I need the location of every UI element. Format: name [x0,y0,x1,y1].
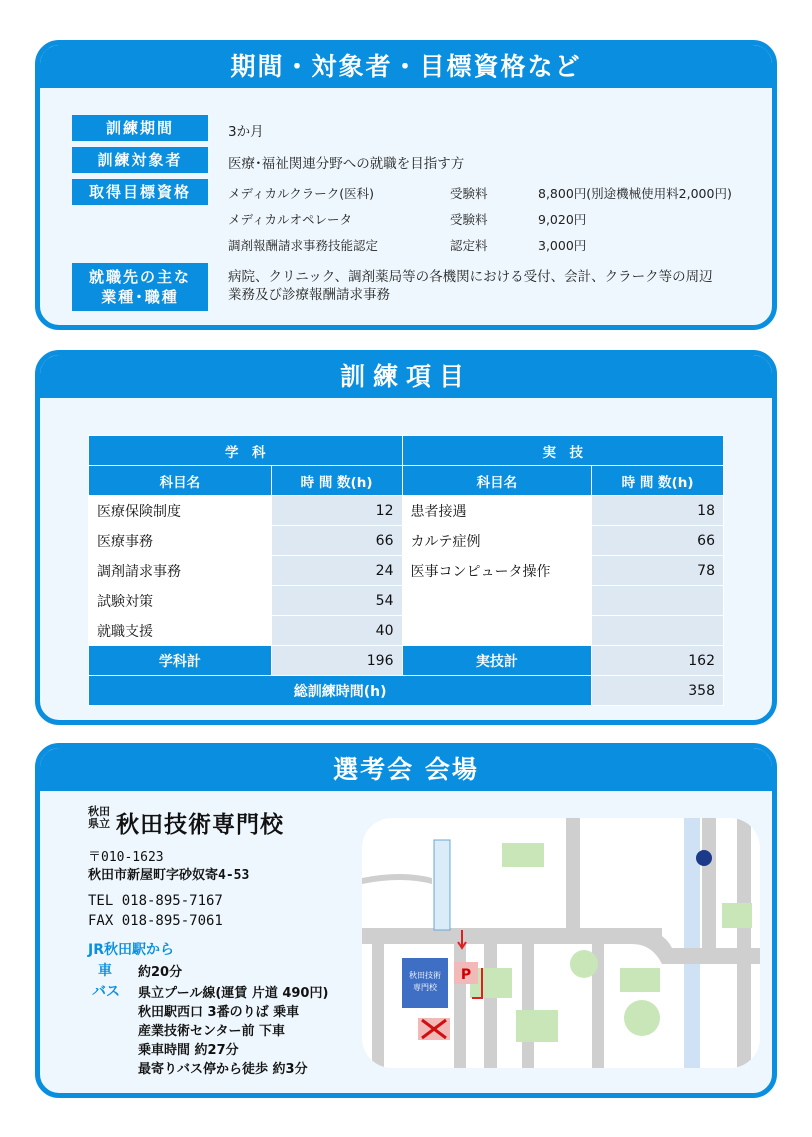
qual-fee-type: 認定料 [450,238,488,253]
qual-fee-type: 受験料 [450,186,488,201]
fax: FAX 018-895-7061 [88,913,223,929]
gakka-hours: 66 [271,526,402,556]
jitsugi-hours [592,586,724,616]
gakka-subject: 医療事務 [89,526,272,556]
address: 秋田市新屋町字砂奴寄4-53 [88,868,250,883]
access-map-svg [362,818,760,1068]
school-prefix-1: 秋田 [88,805,110,818]
qual-fee: 3,000円 [538,238,587,253]
col-subject: 科目名 [89,466,272,496]
car-value: 約20分 [138,965,183,980]
bus-line: 産業技術センター前 下車 [138,1024,286,1039]
gakka-hours: 24 [271,556,402,586]
job-value-line1: 病院、クリニック、調剤薬局等の各機関における受付、会計、クラーク等の周辺 [228,269,713,285]
zip-code: 〒010-1623 [88,850,164,865]
gakka-subject: 試験対策 [89,586,272,616]
table-row [89,496,724,526]
period-panel [35,40,777,330]
jitsugi-total: 162 [592,646,724,676]
jitsugi-hours: 18 [592,496,724,526]
car-key: 車 [98,963,112,979]
grand-total-row [89,676,724,706]
table-row [89,526,724,556]
school-name: 秋田技術専門校 [116,812,284,838]
job-label-line1: 就職先の主な [88,268,191,286]
jitsugi-total-label: 実技計 [402,646,592,676]
gakka-hours: 40 [271,616,402,646]
period-value: 3か月 [228,124,264,140]
bus-line: 県立プール線(運賃 片道 490円) [138,986,329,1001]
parking-label: P [460,967,472,983]
jitsugi-subject: 医事コンピュータ操作 [402,556,592,586]
qual-name: メディカルクラーク(医科) [228,186,375,201]
bus-line: 秋田駅西口 3番のりば 乗車 [138,1005,300,1020]
qual-fee: 9,020円 [538,212,587,227]
training-table [88,435,724,706]
grand-total: 358 [592,676,724,706]
period-panel-title: 期間・対象者・目標資格など [40,45,772,88]
gakka-hours: 54 [271,586,402,616]
venue-panel [35,743,777,1098]
gakka-total: 196 [271,646,402,676]
gakka-subject: 調剤請求事務 [89,556,272,586]
jitsugi-subject: カルテ症例 [402,526,592,556]
map-school-label: 専門校 [413,983,437,992]
qual-fee-type: 受験料 [450,212,488,227]
jitsugi-header: 実 技 [402,436,724,466]
training-panel [35,350,777,725]
access-map [362,818,760,1068]
jitsugi-hours: 78 [592,556,724,586]
table-row [89,556,724,586]
gakka-hours: 12 [271,496,402,526]
qual-fee: 8,800円(別途機械使用料2,000円) [538,186,732,201]
school-prefix [88,806,110,830]
gakka-header: 学 科 [89,436,403,466]
table-row [89,586,724,616]
gakka-total-label: 学科計 [89,646,272,676]
bus-line: 乗車時間 約27分 [138,1043,239,1058]
jitsugi-subject [402,586,592,616]
bus-key: バス [92,984,120,1000]
tower [434,840,450,930]
bus-line: 最寄りバス停から徒歩 約3分 [138,1062,308,1077]
qual-name: メディカルオペレータ [228,212,353,227]
tel: TEL 018-895-7167 [88,893,223,909]
job-value-line2: 業務及び診療報酬請求事務 [228,287,390,303]
route-sign [696,850,712,866]
target-label: 訓練対象者 [72,147,208,173]
totals-row [89,646,724,676]
jitsugi-subject [402,616,592,646]
map-school-label: 秋田技術 [409,971,441,980]
jitsugi-hours: 66 [592,526,724,556]
from-jr-heading: JR秋田駅から [88,942,174,958]
training-panel-title: 訓練項目 [40,355,772,398]
qualification-label: 取得目標資格 [72,179,208,205]
job-label [72,263,208,311]
gakka-subject: 医療保険制度 [89,496,272,526]
grand-total-label: 総訓練時間(h) [89,676,592,706]
school-prefix-2: 県立 [88,817,110,830]
period-label: 訓練期間 [72,115,208,141]
qual-name: 調剤報酬請求事務技能認定 [228,238,379,253]
gakka-subject: 就職支援 [89,616,272,646]
jitsugi-hours [592,616,724,646]
target-value: 医療･福祉関連分野への就職を目指す方 [228,156,465,172]
col-hours: 時 間 数(h) [592,466,724,496]
col-subject: 科目名 [402,466,592,496]
venue-panel-title: 選考会 会場 [40,748,772,791]
table-row [89,616,724,646]
job-label-line2: 業種･職種 [101,288,179,306]
jitsugi-subject: 患者接遇 [402,496,592,526]
col-hours: 時 間 数(h) [271,466,402,496]
